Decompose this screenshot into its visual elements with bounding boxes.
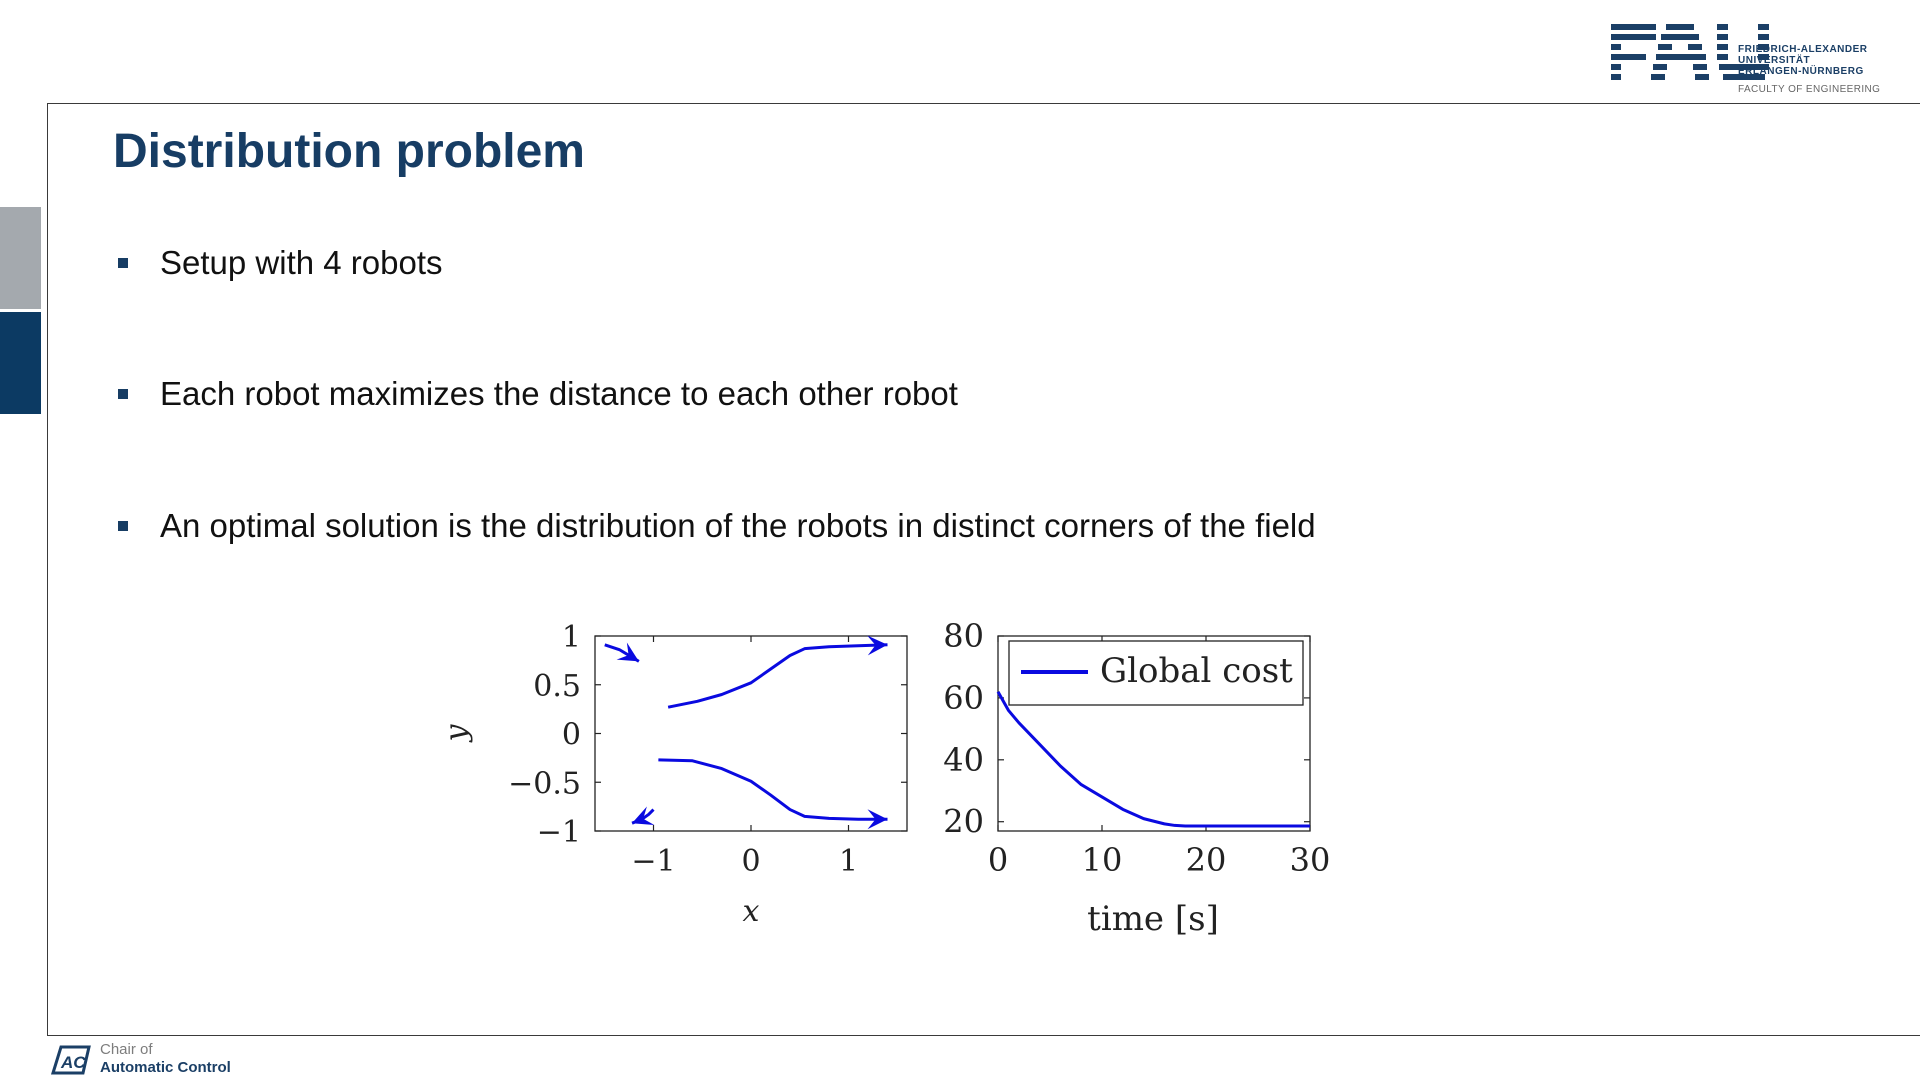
y-tick-label: 0.5 <box>533 668 581 704</box>
y-tick-label: −0.5 <box>508 766 581 802</box>
x-tick-label: 30 <box>1289 841 1331 879</box>
trajectory-plot-frame <box>595 636 907 831</box>
trajectory-arrowhead <box>617 642 639 661</box>
footer-line-2: Automatic Control <box>100 1059 231 1076</box>
x-tick-label: 1 <box>838 844 859 879</box>
logo-line-3: ERLANGEN-NÜRNBERG <box>1738 66 1864 77</box>
x-tick-label: 10 <box>1081 841 1123 879</box>
trajectory-line-2 <box>658 760 887 819</box>
trajectory-ylabel: y <box>439 724 474 742</box>
logo-line-1: FRIEDRICH-ALEXANDER <box>1738 44 1868 55</box>
bullet-text: Setup with 4 robots <box>160 244 443 281</box>
x-tick-label: 0 <box>741 844 761 879</box>
bullet-text: Each robot maximizes the distance to each other robot <box>160 375 958 412</box>
y-tick-label: 80 <box>943 617 984 655</box>
x-tick-label: 20 <box>1185 841 1227 879</box>
cost-xlabel: time [s] <box>1087 899 1219 939</box>
global-cost-line <box>998 692 1310 826</box>
trajectory-line-1 <box>668 645 887 707</box>
y-tick-label: 0 <box>561 717 581 753</box>
footer-line-1: Chair of <box>100 1041 153 1058</box>
logo-line-2: UNIVERSITÄT <box>1738 55 1811 66</box>
trajectory-plot-ticks <box>508 620 907 879</box>
faculty-label: FACULTY OF ENGINEERING <box>1738 84 1881 95</box>
y-tick-label: 20 <box>943 802 984 841</box>
x-tick-label: 0 <box>987 841 1009 879</box>
bullet-text: An optimal solution is the distribution of the robots in distinct corners of the field <box>160 507 1316 544</box>
x-tick-label: −1 <box>631 844 676 879</box>
y-tick-label: 40 <box>943 740 984 779</box>
slide-title: Distribution problem <box>113 125 585 178</box>
ac-logo <box>49 1043 93 1075</box>
cost-plot-series <box>998 692 1310 826</box>
trajectory-arrowhead <box>632 806 654 825</box>
trajectory-plot-series <box>605 635 888 829</box>
legend-label: Global cost <box>1100 651 1293 691</box>
ac-logo-text: AC <box>61 1053 86 1072</box>
y-tick-label: 1 <box>561 620 581 655</box>
y-tick-label: 60 <box>943 678 984 717</box>
y-tick-label: −1 <box>536 815 581 850</box>
trajectory-xlabel: x <box>742 894 760 929</box>
